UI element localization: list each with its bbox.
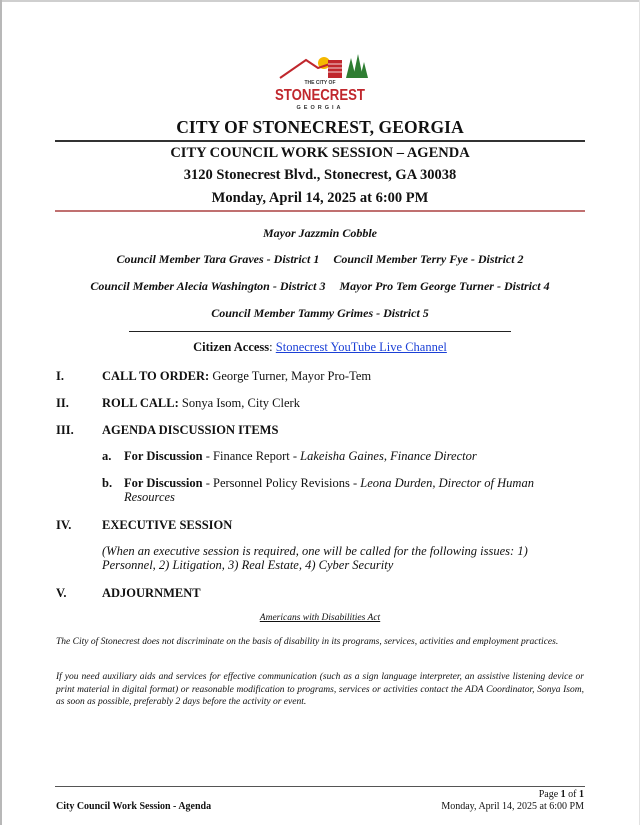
ada-paragraph: The City of Stonecrest does not discriminate on the basis of disability in its programs, services, activities and employment practices. <box>56 637 559 647</box>
ada-title: Americans with Disabilities Act <box>259 613 381 623</box>
officials-row-1 <box>0 252 640 267</box>
agenda-item-number: IV. <box>56 518 72 532</box>
agenda-item-heading: ADJOURNMENT <box>102 586 201 600</box>
discussion-item-type: For Discussion <box>124 449 203 463</box>
officials-row-2 <box>0 279 640 294</box>
meeting-address: 3120 Stonecrest Blvd., Stonecrest, GA 30038 <box>183 167 457 183</box>
agenda-item-heading: EXECUTIVE SESSION <box>102 518 233 532</box>
agenda-item-number: V. <box>56 586 67 600</box>
citizen-access-label: Citizen Access <box>193 340 270 354</box>
footer-divider <box>55 786 585 787</box>
official: Council Member Tammy Grimes - District 5 <box>211 306 429 320</box>
agenda-item-heading: ROLL CALL: <box>102 396 179 410</box>
page-label: Page <box>538 789 561 800</box>
stonecrest-logo <box>272 52 368 112</box>
executive-session-note: (When an executive session is required, one will be called for the following issues: 1) Personnel, 2) Litigation, 3) Real Estate, 4) Cyber Security <box>102 544 528 572</box>
discussion-item-presenter: Leona Durden, Director of Human Resources <box>124 476 534 504</box>
footer-date: Monday, April 14, 2025 at 6:00 PM <box>441 801 584 812</box>
page-of: of <box>565 789 579 800</box>
page-border-top <box>0 0 640 2</box>
official: Mayor Pro Tem George Turner - District 4 <box>339 279 550 293</box>
official: Council Member Terry Fye - District 2 <box>333 252 524 266</box>
agenda-item-heading: CALL TO ORDER: <box>102 369 210 383</box>
discussion-item-letter: b. <box>102 476 113 490</box>
agenda-item-text: George Turner, Mayor Pro-Tem <box>209 369 372 383</box>
officials-divider <box>129 331 511 332</box>
official-mayor: Mayor Jazzmin Cobble <box>262 226 377 240</box>
page-number <box>539 789 584 800</box>
agenda-item-number: II. <box>56 396 69 410</box>
logo-top-text: THE CITY OF <box>304 80 336 86</box>
footer-title: City Council Work Session - Agenda <box>56 801 212 812</box>
youtube-channel-link[interactable]: Stonecrest YouTube Live Channel <box>275 340 447 354</box>
discussion-item-type: For Discussion <box>124 476 203 490</box>
discussion-item-presenter: Lakeisha Gaines, Finance Director <box>300 449 477 463</box>
meeting-type: CITY COUNCIL WORK SESSION – AGENDA <box>170 145 470 161</box>
official: Council Member Tara Graves - District 1 <box>116 252 320 266</box>
citizen-access <box>0 340 640 355</box>
discussion-item-topic: - Personnel Policy Revisions - <box>202 476 361 490</box>
agenda-item-heading: AGENDA DISCUSSION ITEMS <box>102 423 279 437</box>
meeting-datetime: Monday, April 14, 2025 at 6:00 PM <box>211 190 429 206</box>
logo-state: GEORGIA <box>296 105 344 111</box>
logo-building <box>328 60 342 78</box>
agenda-item-number: III. <box>56 423 74 437</box>
title-divider <box>55 140 585 142</box>
agenda-item-text: Sonya Isom, City Clerk <box>178 396 300 410</box>
separator: : <box>269 340 276 354</box>
page-title: CITY OF STONECREST, GEORGIA <box>176 117 464 137</box>
ada-paragraph: If you need auxiliary aids and services for effective communication (such as a sign language interpreter, an assistive listening device or print material in digital format) or reasonable modification to programs, services or activities contact the ADA Coordinator, Sonya Isom, as soon as possible, preferably 2 days before the activity or event. <box>56 672 584 707</box>
official: Council Member Alecia Washington - District 3 <box>90 279 326 293</box>
discussion-item-letter: a. <box>102 449 112 463</box>
agenda-item-number: I. <box>56 369 64 383</box>
discussion-item-topic: - Finance Report - <box>202 449 301 463</box>
header-divider <box>55 210 585 212</box>
page-total: 1 <box>579 789 584 800</box>
logo-name: STONECREST <box>275 87 366 104</box>
page-current: 1 <box>560 789 566 800</box>
